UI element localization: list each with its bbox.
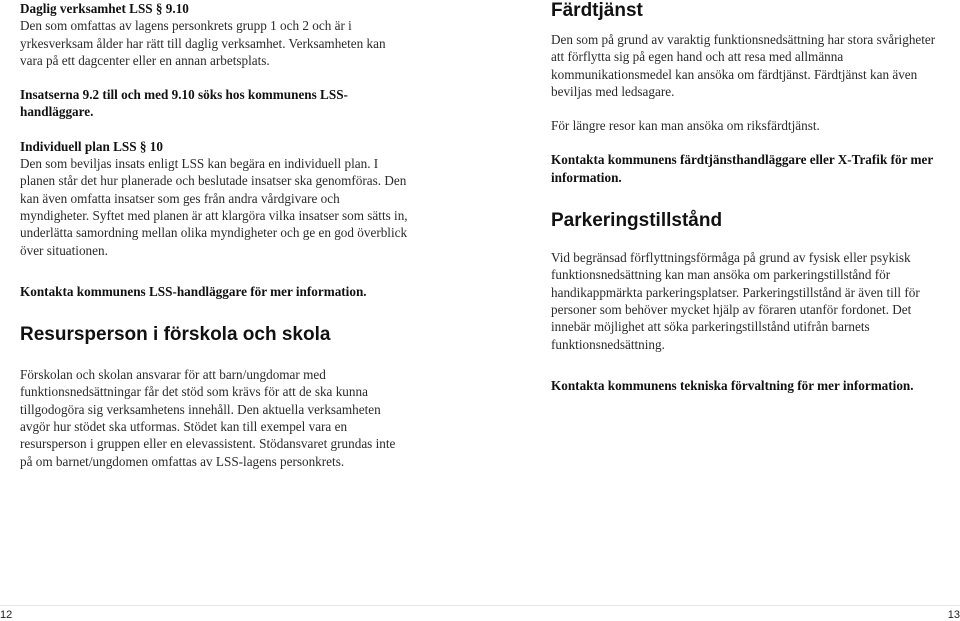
resource-person-text: Förskolan och skolan ansvarar för att barn/ungdomar med funktionsnedsättningar får det stöd som krävs för att de ska kunna tillgodogöra sig verksamhetens innehåll. Den aktuella verksamheten avgör hur stödet ska utformas. Stödet kan till exempel vara en resursperson i gruppen eller en elevassistent. Stödansvaret grundas inte på om barnet/ungdomen omfattas av LSS-lagens personkrets. [20, 367, 396, 469]
daily-activity-heading: Daglig verksamhet LSS § 9.10 [20, 1, 189, 16]
parking-permit-heading: Parkeringstillstånd [551, 210, 723, 232]
right-column [551, 0, 936, 394]
page-number-left: 12 [0, 609, 13, 621]
parking-permit-text: Vid begränsad förflyttningsförmåga på grund av fysisk eller psykisk funktionsnedsättning kan man ansöka om parkeringstillstånd för handikappmärkta parkeringsplatser. Parkeringstillstånd är även till för personer som behöver mycket hjälp av föraren utanför fordonet. Det innebär möjlighet att söka parkeringstillstånd utifrån barnets funktionsnedsättning. [551, 250, 920, 352]
page-number-right: 13 [947, 609, 960, 621]
left-column [20, 0, 410, 470]
right-page [480, 0, 960, 621]
fardtjanst-heading: Färdtjänst [551, 0, 643, 21]
daily-activity-text: Den som omfattas av lagens personkrets grupp 1 och 2 och är i yrkesverksam ålder har rätt till daglig verksamhet. Verksamheten kan vara på ett dagcenter eller en annan arbetsplats. [20, 18, 386, 68]
riksfardtjanst-text: För längre resor kan man ansöka om riksfärdtjänst. [551, 118, 820, 134]
fardtjanst-text: Den som på grund av varaktig funktionsnedsättning har stora svårigheter att förflytta sig på egen hand och att resa med allmänna kommunikationsmedel kan ansöka om färdtjänst. Färdtjänst kan även beviljas med ledsagare. [551, 32, 936, 99]
lss-contact-note: Kontakta kommunens LSS-handläggare för mer information. [20, 283, 367, 299]
resource-person-heading: Resursperson i förskola och skola [20, 324, 331, 346]
individual-plan-text: Den som beviljas insats enligt LSS kan begära en individuell plan. I planen står det hur planerade och beslutade insatser ska genomföras. Den kan även omfatta insatser som ges från andra vårdgivare och myndigheter. Syftet med planen är att klargöra vilka insatser som sätts in, underlätta samordning mellan olika myndigheter och ge en god överblick över situationen. [20, 156, 408, 258]
parking-contact-note: Kontakta kommunens tekniska förvaltning för mer information. [551, 377, 914, 393]
individual-plan-heading: Individuell plan LSS § 10 [20, 138, 163, 154]
insatserna-note: Insatserna 9.2 till och med 9.10 söks hos kommunens LSS-handläggare. [20, 87, 348, 120]
fardtjanst-contact-note: Kontakta kommunens färdtjänsthandläggare eller X-Trafik för mer information. [551, 152, 933, 185]
